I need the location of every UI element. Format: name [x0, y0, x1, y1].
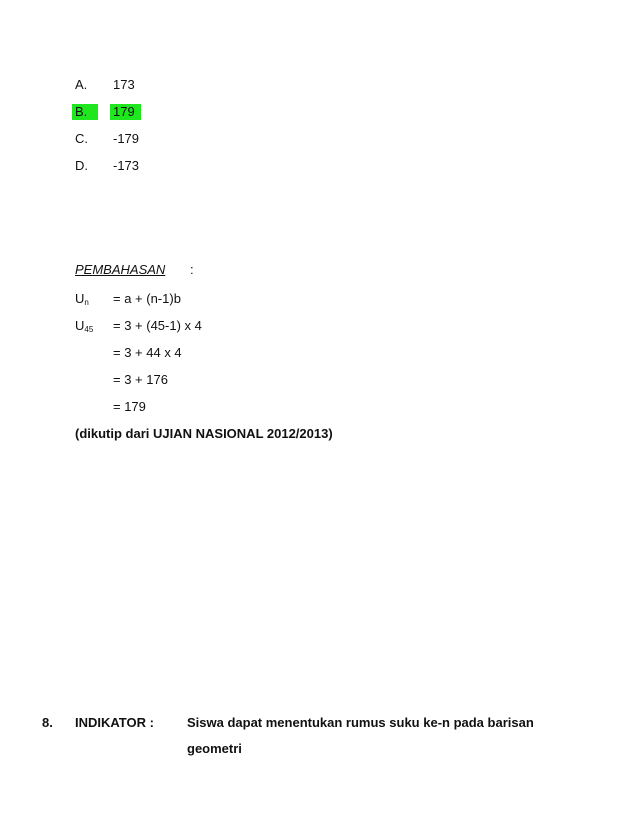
option-b-value: 179 [110, 104, 141, 120]
indikator-text-line1: Siswa dapat menentukan rumus suku ke-n pada barisan [187, 715, 534, 730]
formula-expr-step1: = 3 + (45-1) x 4 [113, 318, 202, 333]
option-b-letter: B. [72, 104, 98, 120]
option-a-letter: A. [75, 77, 88, 92]
option-d-letter: D. [75, 158, 88, 173]
indikator-text-line2: geometri [187, 741, 242, 756]
option-c-value: -179 [113, 131, 140, 146]
source-citation: (dikutip dari UJIAN NASIONAL 2012/2013) [75, 426, 333, 441]
question-number: 8. [42, 715, 53, 730]
pembahasan-colon: : [190, 262, 194, 277]
indikator-label: INDIKATOR : [75, 715, 154, 730]
formula-label-un: $U_n$ [75, 291, 89, 307]
formula-label-u45: $U_{45}$ [75, 318, 94, 334]
option-a-value: 173 [113, 77, 135, 92]
formula-expr-general: = a + (n-1)b [113, 291, 181, 306]
pembahasan-title: PEMBAHASAN [75, 262, 166, 277]
formula-expr-step2: = 3 + 44 x 4 [113, 345, 182, 360]
option-c-letter: C. [75, 131, 88, 146]
option-d-value: -173 [113, 158, 140, 173]
formula-expr-step3: = 3 + 176 [113, 372, 168, 387]
formula-expr-result: = 179 [113, 399, 146, 414]
